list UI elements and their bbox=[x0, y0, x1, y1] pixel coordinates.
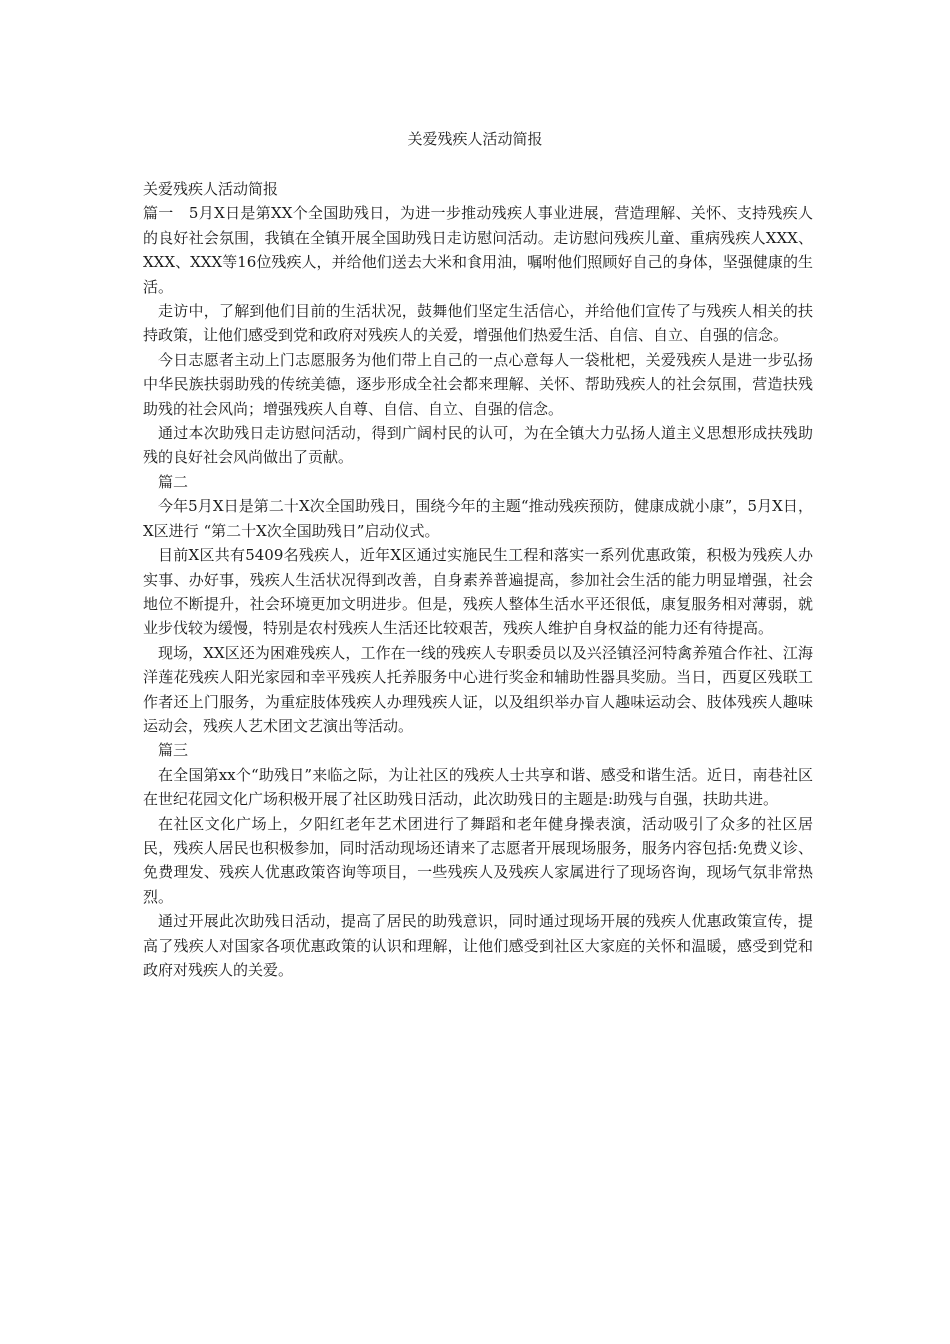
paragraph: 目前X区共有5409名残疾人，近年X区通过实施民生工程和落实一系列优惠政策，积极为残疾人办实事、办好事，残疾人生活状况得到改善，自身素养普遍提高，参加社会生活的能力明显增强，社会地位不断提升，社会环境更加文明进步。但是，残疾人整体生活水平还很低，康复服务相对薄弱，就业步伐较为缓慢，特别是农村残疾人生活还比较艰苦，残疾人维护自身权益的能力还有待提高。 bbox=[143, 546, 813, 638]
paragraph: 在全国第xx个“助残日”来临之际，为让社区的残疾人士共享和谐、感受和谐生活。近日，南巷社区在世纪花园文化广场积极开展了社区助残日活动，此次助残日的主题是:助残与自强，扶助共进。 bbox=[143, 765, 813, 809]
paragraph: 通过本次助残日走访慰问活动，得到广阔村民的认可，为在全镇大力弘扬人道主义思想形成扶残助残的良好社会风尚做出了贡献。 bbox=[143, 424, 813, 467]
paragraph: 篇三 bbox=[158, 741, 189, 760]
paragraph: 篇二 bbox=[158, 472, 189, 491]
paragraph: 今日志愿者主动上门志愿服务为他们带上自己的一点心意每人一袋枇杷，关爱残疾人是进一步弘扬中华民族扶弱助残的传统美德，逐步形成全社会都来理解、关怀、帮助残疾人的社会氛围，营造扶残助残的社会风尚；增强残疾人自尊、自信、自立、自强的信念。 bbox=[143, 350, 813, 418]
paragraph: 在社区文化广场上，夕阳红老年艺术团进行了舞蹈和老年健身操表演，活动吸引了众多的社区居民，残疾人居民也积极参加，同时活动现场还请来了志愿者开展现场服务，服务内容包括:免费义诊、免费理发、残疾人优惠政策咨询等项目，一些残疾人及残疾人家属进行了现场咨询，现场气氛非常热烈。 bbox=[143, 814, 813, 906]
paragraph: 走访中，了解到他们目前的生活状况，鼓舞他们坚定生活信心，并给他们宣传了与残疾人相关的扶持政策，让他们感受到党和政府对残疾人的关爱，增强他们热爱生活、自信、自立、自强的信念。 bbox=[143, 302, 813, 345]
paragraph: 篇一 5月X日是第XX个全国助残日，为进一步推动残疾人事业进展，营造理解、关怀、支持残疾人的良好社会氛围，我镇在全镇开展全国助残日走访慰问活动。走访慰问残疾儿童、重病残疾人XXX、XXX、XXX等16位残疾人，并给他们送去大米和食用油，嘱咐他们照顾好自己的身体，坚强健康的生活。 bbox=[143, 204, 813, 296]
paragraph: 现场，XX区还为困难残疾人，工作在一线的残疾人专职委员以及兴泾镇泾河特禽养殖合作社、江海洋莲花残疾人阳光家园和幸平残疾人托养服务中心进行奖金和辅助性器具奖励。当日，西夏区残联工作者还上门服务，为重症肢体残疾人办理残疾人证，以及组织举办盲人趣味运动会、肢体残疾人趣味运动会，残疾人艺术团文艺演出等活动。 bbox=[143, 643, 813, 735]
document-body bbox=[143, 177, 813, 982]
document-title: 关爱残疾人活动简报 bbox=[407, 130, 543, 148]
paragraph: 今年5月X日是第二十X次全国助残日，围绕今年的主题“推动残疾预防，健康成就小康”，5月X日，X区进行 “第二十X次全国助残日”启动仪式。 bbox=[143, 497, 813, 540]
paragraph: 关爱残疾人活动简报 bbox=[143, 180, 279, 198]
paragraph: 通过开展此次助残日活动，提高了居民的助残意识，同时通过现场开展的残疾人优惠政策宣传，提高了残疾人对国家各项优惠政策的认识和理解，让他们感受到社区大家庭的关怀和温暖，感受到党和政府对残疾人的关爱。 bbox=[143, 912, 813, 979]
